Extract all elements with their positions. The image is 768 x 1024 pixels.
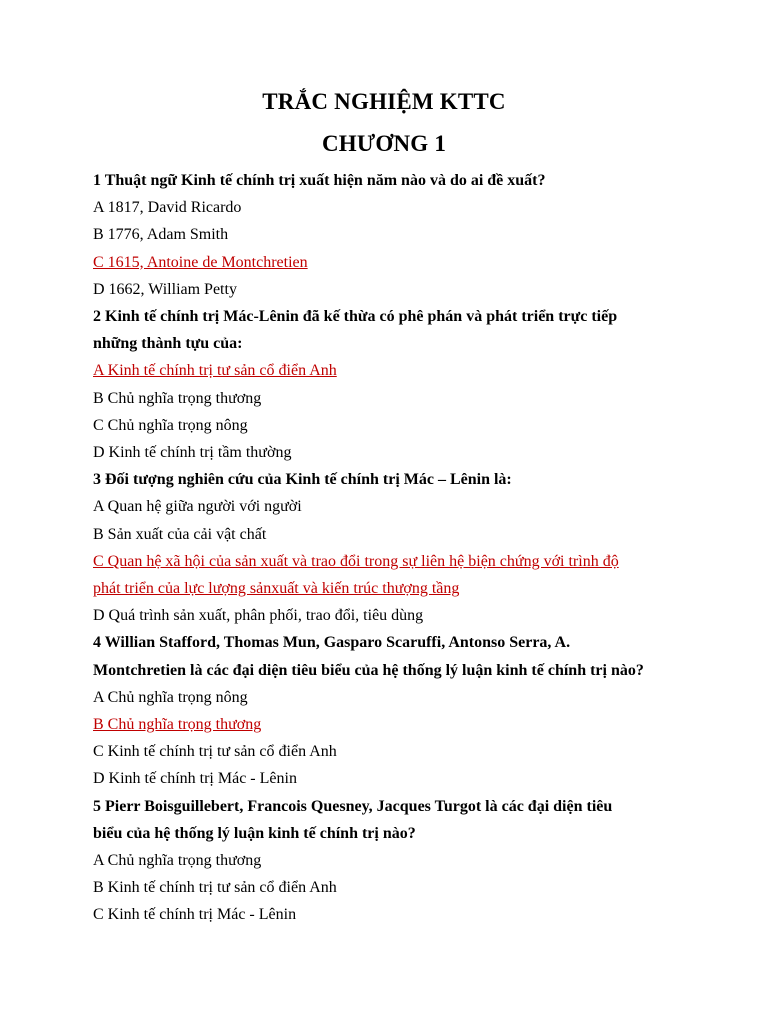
document-title: TRẮC NGHIỆM KTTC — [262, 89, 506, 114]
question-2-option-a-correct: A Kinh tế chính trị tư sản cổ điển Anh — [93, 362, 337, 380]
question-4-option-c: C Kinh tế chính trị tư sản cổ điển Anh — [93, 743, 337, 761]
question-1-option-a: A 1817, David Ricardo — [93, 199, 242, 217]
question-5-text-line-1: 5 Pierr Boisguillebert, Francois Quesney, Jacques Turgot là các đại diện tiêu — [93, 797, 613, 815]
question-5-option-c: C Kinh tế chính trị Mác - Lênin — [93, 906, 297, 924]
question-2-text-line-2: những thành tựu của: — [93, 335, 243, 353]
question-4-text-line-2: Montchretien là các đại diện tiêu biểu của hệ thống lý luận kinh tế chính trị nào? — [93, 661, 644, 679]
question-2-option-c: C Chủ nghĩa trọng nông — [93, 416, 248, 434]
question-4-text-line-1: 4 Willian Stafford, Thomas Mun, Gasparo Scaruffi, Antonso Serra, A. — [93, 634, 571, 652]
question-3-option-b: B Sản xuất của cải vật chất — [93, 525, 267, 543]
question-4-option-b-correct: B Chủ nghĩa trọng thương — [93, 716, 262, 734]
quiz-content — [93, 167, 693, 929]
question-3-option-c-correct-line-1: C Quan hệ xã hội của sản xuất và trao đổi trong sự liên hệ biện chứng với trình độ — [93, 552, 619, 570]
question-4-option-a: A Chủ nghĩa trọng nông — [93, 688, 248, 706]
question-1-option-c-correct: C 1615, Antoine de Montchretien — [93, 253, 308, 271]
question-3-option-a: A Quan hệ giữa người với người — [93, 498, 302, 516]
question-3-option-c-correct-line-2: phát triển của lực lượng sảnxuất và kiến trúc thượng tầng — [93, 580, 460, 598]
question-5-option-b: B Kinh tế chính trị tư sản cổ điển Anh — [93, 879, 337, 897]
question-4-option-d: D Kinh tế chính trị Mác - Lênin — [93, 770, 297, 788]
question-2-text-line-1: 2 Kinh tế chính trị Mác-Lênin đã kế thừa có phê phán và phát triển trực tiếp — [93, 308, 618, 326]
question-2-option-d: D Kinh tế chính trị tầm thường — [93, 444, 292, 462]
question-2-option-b: B Chủ nghĩa trọng thương — [93, 389, 262, 407]
question-3-text: 3 Đối tượng nghiên cứu của Kinh tế chính trị Mác – Lênin là: — [93, 471, 512, 489]
question-5-option-a: A Chủ nghĩa trọng thương — [93, 852, 262, 870]
question-1-option-b: B 1776, Adam Smith — [93, 226, 229, 244]
chapter-title: CHƯƠNG 1 — [321, 131, 447, 156]
question-1-option-d: D 1662, William Petty — [93, 280, 237, 298]
question-1-text: 1 Thuật ngữ Kinh tế chính trị xuất hiện năm nào và do ai đề xuất? — [93, 172, 546, 189]
question-3-option-d: D Quá trình sản xuất, phân phối, trao đổi, tiêu dùng — [93, 607, 424, 625]
question-5-text-line-2: biểu của hệ thống lý luận kinh tế chính trị nào? — [93, 824, 416, 842]
